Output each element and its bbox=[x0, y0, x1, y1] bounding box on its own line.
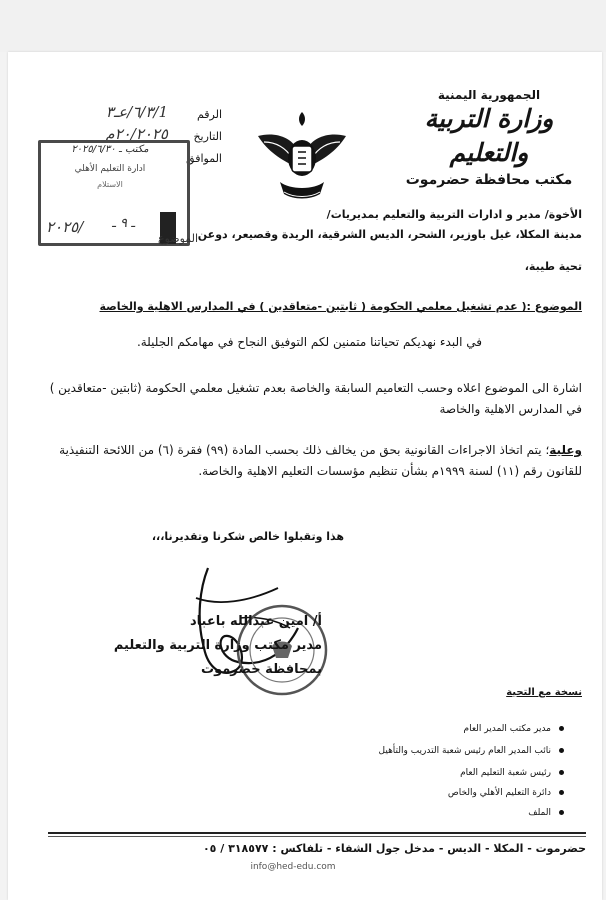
date-label: التاريخ bbox=[193, 130, 222, 143]
bullet-icon bbox=[559, 790, 564, 795]
signatory-title: مدير مكتب وزارة التربية والتعليم bbox=[113, 638, 322, 653]
footer-divider bbox=[48, 832, 586, 834]
stamp-number: ٢٠٢٥/ bbox=[46, 218, 84, 236]
footer-address: حضرموت - المكلا - الديس - مدخل جول الشفاء - تلفاكس : ٣١٨٥٧٧ / ٠٥ bbox=[202, 842, 586, 855]
opening-line: في البدء نهديكم تحياتنا متمنين لكم التوفيق النجاح في مهامكم الجليلة. bbox=[136, 335, 482, 349]
date-value: ٢٠/٢٠٢٥م bbox=[105, 125, 168, 143]
paragraph-1: اشارة الى الموضوع اعلاه وحسب التعاميم السابقة والخاصة بعدم تشغيل معلمي الحكومة (ثابتين -متعاقدين ) في المدارس الاهلية والخاصة bbox=[49, 381, 582, 416]
viewer-top-bar bbox=[0, 0, 606, 52]
footer-divider-thin bbox=[48, 836, 586, 837]
office-title: مكتب محافظة حضرموت bbox=[405, 172, 573, 188]
bullet-icon bbox=[559, 810, 564, 815]
republic-title: الجمهورية اليمنية bbox=[437, 88, 541, 102]
bullet-icon bbox=[559, 748, 564, 753]
paragraph-2-lead: وعلية bbox=[549, 443, 582, 457]
signatory-office: بمحافظة حضرموت bbox=[201, 662, 322, 677]
copy-item: دائرة التعليم الأهلي والخاص bbox=[264, 786, 564, 800]
ministry-title: وزارة التربية والتعليم bbox=[424, 104, 554, 167]
agreed-label: الموافق bbox=[186, 152, 222, 165]
reference-label: الرقم bbox=[196, 108, 222, 121]
stamp-handwriting: ـ ٩ ـ bbox=[112, 216, 135, 231]
side-subject-label: الموضوع bbox=[158, 232, 199, 245]
bullet-icon bbox=[559, 726, 564, 731]
stamp-line-2: ادارة التعليم الأهلي bbox=[74, 164, 146, 174]
paragraph-2-text: ؛ يتم اتخاذ الاجراءات القانونية بحق من يخالف ذلك بحسب المادة (٩٩) فقرة (٦) من اللائحة التنفيذية للقانون رقم (١١) لسنة ١٩٩٩م بشأن تنظيم مؤسسات التعليم الاهلية والخاصة. bbox=[59, 443, 582, 478]
eagle-emblem-icon bbox=[254, 106, 350, 210]
copy-item: مدير مكتب المدير العام bbox=[264, 722, 564, 736]
document-page bbox=[8, 52, 602, 900]
letterhead bbox=[394, 88, 584, 188]
addressee-line-2: مدينة المكلا، غيل باوزير، الشحر، الديس الشرقية، الريدة وقصيعر، دوعن bbox=[197, 228, 582, 241]
copy-item: نائب المدير العام رئيس شعبة التدريب والتأهيل bbox=[264, 744, 564, 758]
copy-item: رئيس شعبة التعليم العام bbox=[264, 766, 564, 780]
signatory-block bbox=[22, 610, 322, 682]
reference-value: 1/٦/٣/عـ٣ bbox=[105, 103, 168, 121]
copies-title: نسخة مع التحية bbox=[506, 687, 582, 698]
stamp-line-1: مكتب ـ ٢٠٢٥/٦/٣٠ bbox=[71, 144, 149, 155]
footer-email: info@hed-edu.com bbox=[250, 862, 336, 872]
signatory-name: أ/ امين عبدالله باعباد bbox=[189, 614, 322, 629]
copy-item: الملف bbox=[264, 806, 564, 820]
greeting: تحية طيبة، bbox=[524, 260, 582, 273]
paragraph-2 bbox=[34, 440, 582, 482]
addressee-line-1: الأخوة/ مدير و ادارات التربية والتعليم بمديريات/ bbox=[326, 208, 582, 221]
subject-line: الموضوع :( عدم تشغيل معلمي الحكومة ( ثابتين -متعاقدين ) في المدارس الاهلية والخاصة bbox=[99, 300, 582, 313]
stamp-line-3: الاستلام bbox=[97, 180, 123, 189]
bullet-icon bbox=[559, 770, 564, 775]
closing-line: هذا وتقبلوا خالص شكرنا وتقديرنا،،، bbox=[151, 530, 344, 543]
